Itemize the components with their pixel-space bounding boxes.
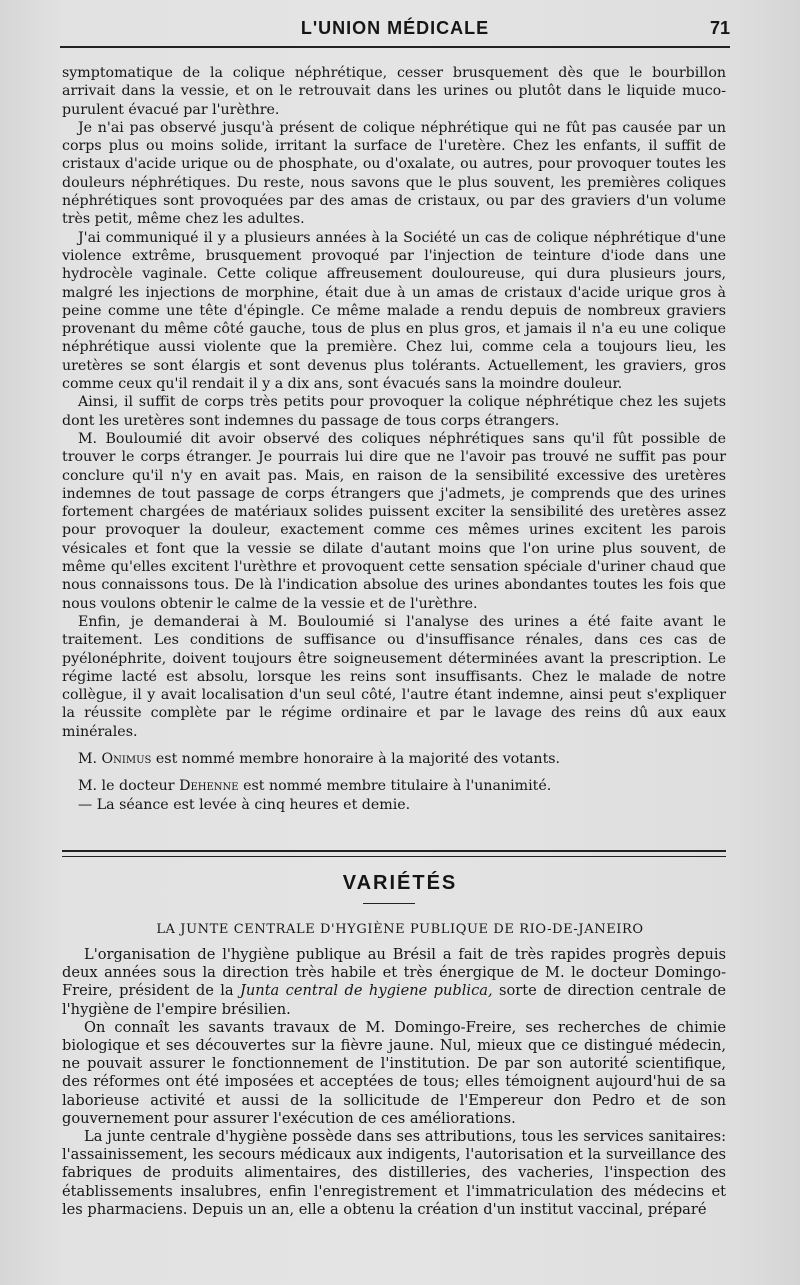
section-divider bbox=[62, 850, 726, 857]
paragraph: La junte centrale d'hygiène possède dans ses attributions, tous les services sanitaires: l'assainissement, les secours médicaux aux indigents, l'autorisation et la surveillance des fabriques de produits alimentaires, des distilleries, des vacheries, l'inspection des établissements insalubres, enfin l'enregistrement et l'immatriculation des médecins et les pharmaciens. Depuis un an, elle a obtenu la création d'un institut vaccinal, préparé bbox=[62, 1128, 726, 1218]
paragraph: symptomatique de la colique néphrétique, cesser brusquement dès que le bourbillon arrivait dans la vessie, et on le retrouvait dans les urines ou plutôt dans le liquide muco-purulent évacué par l'urèthre. bbox=[62, 65, 726, 118]
section-title-rule bbox=[363, 903, 415, 904]
discussion-text bbox=[62, 64, 726, 814]
header-rule bbox=[60, 46, 730, 48]
article-title: LA JUNTE CENTRALE D'HYGIÈNE PUBLIQUE DE RIO-DE-JANEIRO bbox=[156, 922, 644, 937]
nomination-dehenne: M. le docteur Dehenne est nommé membre titulaire à l'unanimité. bbox=[78, 778, 552, 795]
paragraph: J'ai communiqué il y a plusieurs années à la Société un cas de colique néphrétique d'une violence extrême, brusquement provoqué par l'injection de teinture d'iode dans une hydrocèle vaginale. Cette colique affreusement douloureuse, qui dura plusieurs jours, malgré les injections de morphine, était due à un amas de cristaux d'acide urique gros à peine comme une tête d'épingle. Ce même malade a rendu depuis de nombreux graviers provenant du même côté gauche, tous de plus en plus gros, et jamais il n'a eu une colique néphrétique aussi violente que la première. Chez lui, comme cela a toujours lieu, les uretères se sont élargis et sont devenus plus tolérants. Actuellement, les graviers, gros comme ceux qu'il rendait il y a dix ans, sont évacués sans la moindre douleur. bbox=[62, 229, 726, 393]
person-name: Onimus bbox=[101, 750, 152, 767]
session-close: — La séance est levée à cinq heures et demie. bbox=[78, 796, 411, 813]
running-title: L'UNION MÉDICALE bbox=[300, 18, 490, 38]
person-name: Dehenne bbox=[179, 778, 239, 795]
paragraph: L'organisation de l'hygiène publique au Brésil a fait de très rapides progrès depuis deux années sous la direction très habile et très énergique de M. le docteur Domingo-Freire, président de la Junta central de hygiene publica, sorte de direction centrale de l'hygiène de l'empire brésilien. bbox=[62, 946, 726, 1018]
article-text bbox=[62, 946, 726, 1219]
paragraph: Je n'ai pas observé jusqu'à présent de colique néphrétique qui ne fût pas causée par un corps plus ou moins solide, irritant la surface de l'uretère. Chez les enfants, il suffit de cristaux d'acide urique ou de phosphate, ou d'oxalate, ou autres, pour provoquer toutes les douleurs néphrétiques. Du reste, nous savons que le plus souvent, les premières coliques néphrétiques sont provoquées par des amas de cristaux, ou par des graviers d'un volume très petit, même chez les adultes. bbox=[62, 119, 726, 228]
paragraph: Ainsi, il suffit de corps très petits pour provoquer la colique néphrétique chez les sujets dont les uretères sont indemnes du passage de tous corps étrangers. bbox=[62, 394, 726, 429]
paragraph: M. Bouloumié dit avoir observé des coliques néphrétiques sans qu'il fût possible de trouver le corps étranger. Je pourrais lui dire que ne l'avoir pas trouvé ne suffit pas pour conclure qu'il n'y en avait pas. Mais, en raison de la sensibilité excessive des uretères indemnes de tout passage de corps étrangers que j'admets, je comprends que des urines fortement chargées de matériaux solides puissent exciter la sensibilité des uretères assez pour provoquer la douleur, exactement comme ces mêmes urines excitent les parois vésicales et font que la vessie se dilate d'autant moins que l'on urine plus souvent, de même qu'elles excitent l'urèthre et provoquent cette sensation spéciale d'uriner chaud que nous connaissons tous. De là l'indication absolue des urines abondantes toutes les fois que nous voulons obtenir le calme de la vessie et de l'urèthre. bbox=[62, 430, 726, 612]
paragraph: On connaît les savants travaux de M. Domingo-Freire, ses recherches de chimie biologique et ses découvertes sur la fièvre jaune. Nul, mieux que ce distingué médecin, ne pouvait assurer le fonctionnement de l'institution. De par son autorité scientifique, des réformes ont été imposées et acceptées de tous; elles témoignent aujourd'hui de sa laborieuse activité et aussi de la sollicitude de l'Empereur don Pedro et de son gouvernement pour assurer l'exécution de ces améliorations. bbox=[62, 1018, 726, 1127]
page-header bbox=[60, 18, 730, 42]
institution-name: Junta central de hygiene publica, bbox=[240, 982, 493, 1000]
nomination-onimus: M. Onimus est nommé membre honoraire à la majorité des votants. bbox=[78, 750, 561, 767]
page-number: 71 bbox=[709, 18, 730, 38]
section-title: VARIÉTÉS bbox=[342, 872, 458, 894]
paragraph: Enfin, je demanderai à M. Bouloumié si l'analyse des urines a été faite avant le traitement. Les conditions de suffisance ou d'insuffisance rénales, dans ces cas de pyélonéphrite, doivent toujours être soigneusement déterminées avant la prescription. Le régime lacté est absolu, lorsque les reins sont insuffisants. Chez le malade de notre collègue, il y avait localisation d'un seul côté, l'autre étant indemne, ainsi peut s'expliquer la réussite complète par le régime ordinaire et par le lavage des reins dû aux eaux minérales. bbox=[62, 613, 726, 740]
